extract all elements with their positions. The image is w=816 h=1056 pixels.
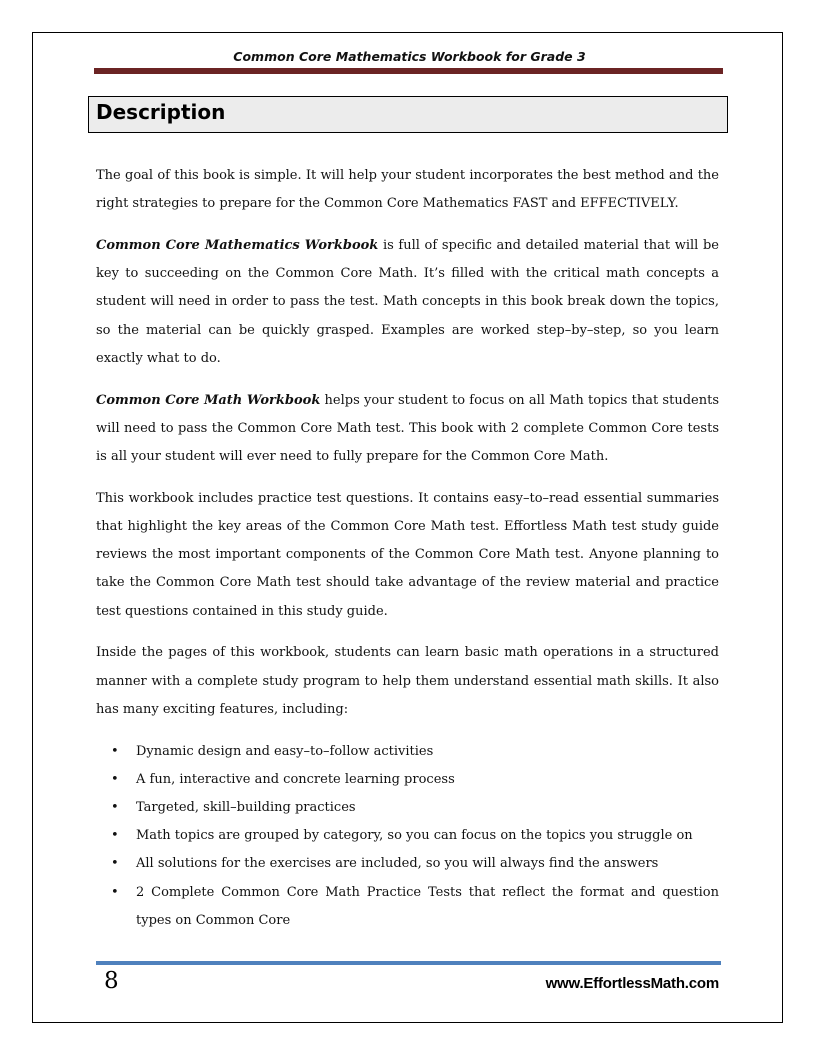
section-title: Description — [96, 100, 226, 124]
paragraph-2 — [96, 232, 719, 373]
header-rule — [94, 68, 723, 74]
footer-rule — [96, 961, 721, 965]
list-item — [96, 738, 719, 766]
list-item-text: Targeted, skill–building practices — [136, 800, 356, 816]
list-item — [96, 850, 719, 878]
body-content — [96, 162, 719, 935]
list-item — [96, 766, 719, 794]
paragraph-2-text: is full of specific and detailed material that will be key to succeeding on the Common Core Math. It’s filled with the critical math concepts a student will need in order to pass the test. Math concepts in this book break down the topics, so the material can be quickly grasped. Examples are worked step–by–step, so you learn exactly what to do. — [96, 238, 719, 366]
section-heading-box — [88, 96, 728, 133]
list-item — [96, 822, 719, 850]
paragraph-5-text: Inside the pages of this workbook, students can learn basic math operations in a structured manner with a complete study program to help them understand essential math skills. It also has many exciting features, including: — [96, 645, 719, 717]
website-url: www.EffortlessMath.com — [545, 975, 719, 992]
running-header: Common Core Mathematics Workbook for Grade 3 — [233, 49, 586, 64]
paragraph-3-text: helps your student to focus on all Math topics that students will need to pass the Common Core Math test. This book with 2 complete Common Core tests is all your student will ever need to fully prepare for the Common Core Math. — [96, 392, 719, 465]
list-item-text: 2 Complete Common Core Math Practice Tests that reflect the format and question types on Common Core — [136, 884, 719, 928]
bullet-icon: • — [111, 800, 119, 816]
bullet-icon: • — [111, 771, 119, 787]
paragraph-4-text: This workbook includes practice test questions. It contains easy–to–read essential summaries that highlight the key areas of the Common Core Math test. Effortless Math test study guide reviews the most important components of the Common Core Math test. Anyone planning to take the Common Core Math test should take advantage of the review material and practice test questions contained in this study guide. — [96, 490, 719, 619]
paragraph-3 — [96, 387, 719, 472]
bullet-icon: • — [111, 828, 119, 844]
feature-list — [96, 738, 719, 935]
bullet-icon: • — [111, 884, 119, 900]
paragraph-5 — [96, 639, 719, 724]
paragraph-3-lead: Common Core Math Workbook — [96, 392, 321, 408]
list-item — [96, 794, 719, 822]
list-item-text: All solutions for the exercises are included, so you will always find the answers — [136, 856, 659, 872]
paragraph-2-lead: Common Core Mathematics Workbook — [96, 238, 379, 253]
paragraph-1-text: The goal of this book is simple. It will help your student incorporates the best method and the right strategies to prepare for the Common Core Mathematics FAST and EFFECTIVELY. — [96, 168, 719, 212]
list-item — [96, 879, 719, 935]
paragraph-4 — [96, 485, 719, 626]
page-number: 8 — [104, 968, 119, 994]
list-item-text: Dynamic design and easy–to–follow activities — [136, 743, 434, 759]
bullet-icon: • — [111, 743, 119, 759]
list-item-text: A fun, interactive and concrete learning process — [136, 771, 455, 787]
paragraph-1 — [96, 162, 719, 218]
list-item-text: Math topics are grouped by category, so you can focus on the topics you struggle on — [136, 828, 693, 844]
bullet-icon: • — [111, 856, 119, 872]
